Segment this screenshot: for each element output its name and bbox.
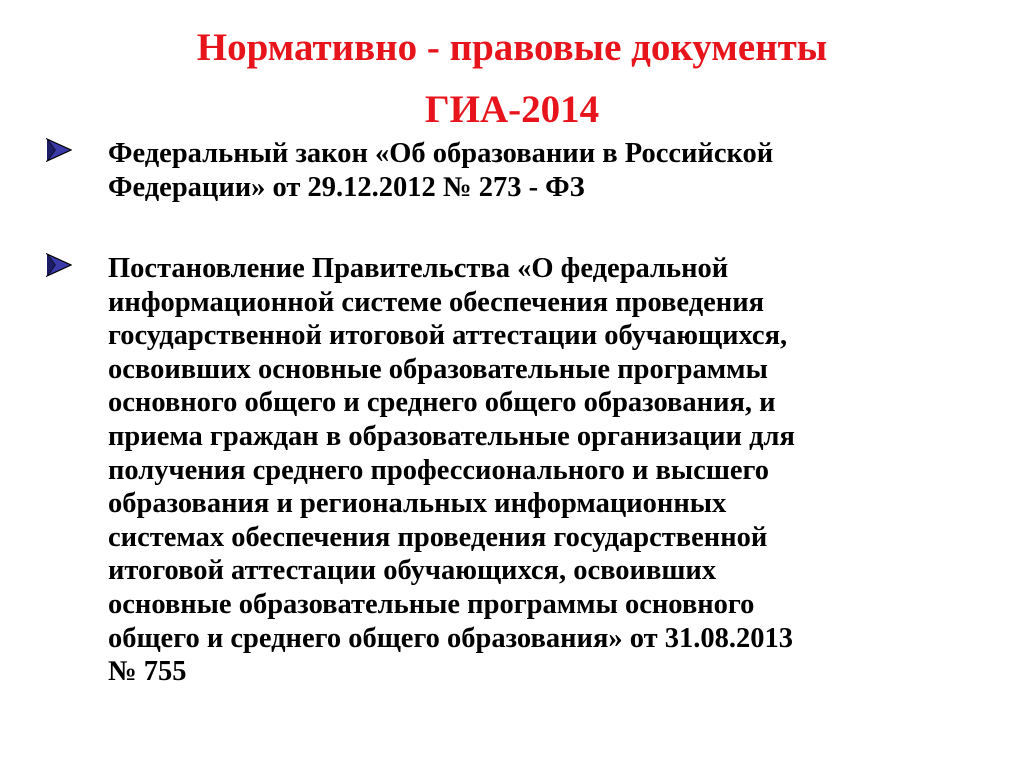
list-item: Федеральный закон «Об образовании в Российской Федерации» от 29.12.2012 № 273 - ФЗ — [108, 138, 774, 203]
slide-subtitle: ГИА-2014 — [424, 88, 600, 131]
arrowhead-bullet-icon — [46, 253, 72, 277]
arrowhead-bullet-icon — [46, 138, 72, 162]
list-item: Постановление Правительства «О федеральной информационной системе обеспечения проведения государственной итоговой аттестации обучающихся, освоивших основные образовательные программы основного общего и среднего общего образования, и приема граждан в образовательные организации для получения среднего профессионального и высшего образования и региональных информационных системах обеспечения проведения государственной итоговой аттестации обучающихся, освоивших основные образовательные программы основного общего и среднего общего образования» от 31.08.2013 № 755 — [108, 253, 795, 688]
slide-title: Нормативно - правовые документы — [196, 26, 828, 69]
